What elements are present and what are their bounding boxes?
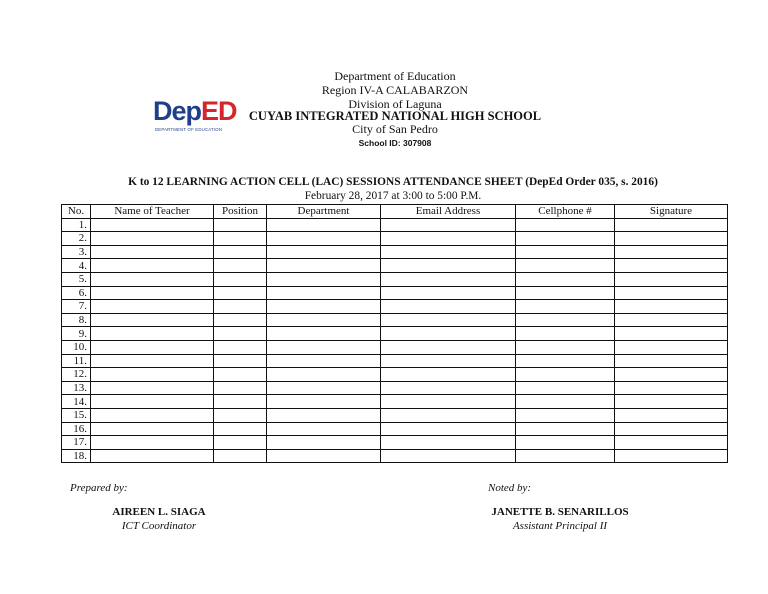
header-region: Region IV-A CALABARZON [321, 83, 469, 97]
cell-position[interactable] [214, 300, 267, 314]
cell-cellphone[interactable] [516, 245, 615, 259]
cell-cellphone[interactable] [516, 313, 615, 327]
cell-email[interactable] [381, 340, 516, 354]
cell-position[interactable] [214, 340, 267, 354]
cell-position[interactable] [214, 408, 267, 422]
cell-name[interactable] [91, 449, 214, 463]
cell-position[interactable] [214, 395, 267, 409]
table-row [62, 272, 728, 286]
col-header-position: Position [214, 205, 267, 219]
table-row [62, 340, 728, 354]
cell-department[interactable] [267, 313, 381, 327]
cell-position[interactable] [214, 327, 267, 341]
cell-department[interactable] [267, 286, 381, 300]
cell-email[interactable] [381, 449, 516, 463]
cell-email[interactable] [381, 245, 516, 259]
cell-signature[interactable] [615, 313, 728, 327]
table-row [62, 218, 728, 232]
cell-position[interactable] [214, 218, 267, 232]
cell-name[interactable] [91, 327, 214, 341]
row-number: 3. [62, 245, 91, 259]
cell-cellphone[interactable] [516, 354, 615, 368]
cell-name[interactable] [91, 408, 214, 422]
table-row [62, 300, 728, 314]
row-number: 13. [62, 381, 91, 395]
cell-cellphone[interactable] [516, 408, 615, 422]
cell-signature[interactable] [615, 300, 728, 314]
col-header-no: No. [62, 205, 91, 219]
cell-signature[interactable] [615, 245, 728, 259]
table-row [62, 313, 728, 327]
logo-ed-text: ED [201, 96, 237, 126]
cell-department[interactable] [267, 408, 381, 422]
cell-cellphone[interactable] [516, 449, 615, 463]
row-number: 5. [62, 272, 91, 286]
cell-email[interactable] [381, 327, 516, 341]
cell-signature[interactable] [615, 340, 728, 354]
row-number: 18. [62, 449, 91, 463]
header-school-name: CUYAB INTEGRATED NATIONAL HIGH SCHOOL [248, 109, 542, 123]
cell-name[interactable] [91, 395, 214, 409]
row-number: 2. [62, 232, 91, 246]
cell-name[interactable] [91, 232, 214, 246]
col-header-cellphone: Cellphone # [516, 205, 615, 219]
cell-cellphone[interactable] [516, 218, 615, 232]
cell-cellphone[interactable] [516, 340, 615, 354]
cell-cellphone[interactable] [516, 327, 615, 341]
table-row [62, 422, 728, 436]
cell-name[interactable] [91, 313, 214, 327]
cell-position[interactable] [214, 272, 267, 286]
cell-department[interactable] [267, 368, 381, 382]
cell-position[interactable] [214, 245, 267, 259]
table-row [62, 368, 728, 382]
cell-email[interactable] [381, 395, 516, 409]
cell-position[interactable] [214, 422, 267, 436]
cell-signature[interactable] [615, 218, 728, 232]
cell-department[interactable] [267, 218, 381, 232]
noted-by-title: Assistant Principal II [512, 520, 608, 532]
cell-cellphone[interactable] [516, 272, 615, 286]
cell-email[interactable] [381, 286, 516, 300]
attendance-table [61, 204, 728, 463]
cell-signature[interactable] [615, 327, 728, 341]
row-number: 12. [62, 368, 91, 382]
cell-department[interactable] [267, 381, 381, 395]
table-header-row [62, 205, 728, 219]
cell-signature[interactable] [615, 395, 728, 409]
sheet-title: K to 12 LEARNING ACTION CELL (LAC) SESSIONS ATTENDANCE SHEET (DepEd Order 035, s. 2016) [128, 176, 658, 188]
row-number: 8. [62, 313, 91, 327]
row-number: 14. [62, 395, 91, 409]
cell-email[interactable] [381, 300, 516, 314]
table-row [62, 232, 728, 246]
cell-position[interactable] [214, 381, 267, 395]
cell-signature[interactable] [615, 272, 728, 286]
prepared-by-title: ICT Coordinator [121, 520, 197, 532]
cell-name[interactable] [91, 259, 214, 273]
table-row [62, 381, 728, 395]
row-number: 10. [62, 340, 91, 354]
cell-name[interactable] [91, 300, 214, 314]
cell-cellphone[interactable] [516, 232, 615, 246]
col-header-name: Name of Teacher [91, 205, 214, 219]
cell-signature[interactable] [615, 232, 728, 246]
cell-department[interactable] [267, 300, 381, 314]
table-row [62, 245, 728, 259]
cell-signature[interactable] [615, 381, 728, 395]
cell-signature[interactable] [615, 368, 728, 382]
cell-department[interactable] [267, 436, 381, 450]
sheet-date: February 28, 2017 at 3:00 to 5:00 P.M. [304, 190, 482, 202]
table-row [62, 395, 728, 409]
table-row [62, 327, 728, 341]
cell-email[interactable] [381, 272, 516, 286]
cell-name[interactable] [91, 354, 214, 368]
cell-name[interactable] [91, 422, 214, 436]
cell-email[interactable] [381, 259, 516, 273]
cell-email[interactable] [381, 368, 516, 382]
cell-cellphone[interactable] [516, 436, 615, 450]
cell-position[interactable] [214, 286, 267, 300]
cell-department[interactable] [267, 340, 381, 354]
cell-name[interactable] [91, 286, 214, 300]
row-number: 1. [62, 218, 91, 232]
header-division: Division of Laguna [348, 97, 442, 111]
cell-signature[interactable] [615, 436, 728, 450]
cell-position[interactable] [214, 368, 267, 382]
table-row [62, 286, 728, 300]
prepared-by-name: AIREEN L. SIAGA [112, 506, 206, 518]
cell-cellphone[interactable] [516, 395, 615, 409]
cell-name[interactable] [91, 340, 214, 354]
cell-email[interactable] [381, 354, 516, 368]
table-row [62, 408, 728, 422]
cell-signature[interactable] [615, 422, 728, 436]
cell-signature[interactable] [615, 286, 728, 300]
row-number: 6. [62, 286, 91, 300]
header-city: City of San Pedro [352, 122, 438, 136]
row-number: 7. [62, 300, 91, 314]
cell-cellphone[interactable] [516, 300, 615, 314]
cell-signature[interactable] [615, 354, 728, 368]
header-school-id: School ID: 307908 [358, 138, 432, 148]
cell-cellphone[interactable] [516, 422, 615, 436]
col-header-department: Department [267, 205, 381, 219]
cell-name[interactable] [91, 272, 214, 286]
cell-department[interactable] [267, 354, 381, 368]
row-number: 17. [62, 436, 91, 450]
cell-email[interactable] [381, 232, 516, 246]
logo-subtitle: DEPARTMENT OF EDUCATION [155, 127, 223, 132]
row-number: 16. [62, 422, 91, 436]
row-number: 4. [62, 259, 91, 273]
cell-email[interactable] [381, 422, 516, 436]
cell-cellphone[interactable] [516, 286, 615, 300]
cell-department[interactable] [267, 395, 381, 409]
cell-department[interactable] [267, 245, 381, 259]
prepared-by-label: Prepared by: [70, 482, 128, 494]
cell-name[interactable] [91, 381, 214, 395]
deped-logo [153, 96, 237, 134]
table-row [62, 436, 728, 450]
table-row [62, 354, 728, 368]
cell-department[interactable] [267, 422, 381, 436]
cell-position[interactable] [214, 436, 267, 450]
cell-position[interactable] [214, 259, 267, 273]
cell-department[interactable] [267, 327, 381, 341]
cell-email[interactable] [381, 218, 516, 232]
row-number: 9. [62, 327, 91, 341]
noted-by-name: JANETTE B. SENARILLOS [491, 506, 629, 518]
cell-department[interactable] [267, 272, 381, 286]
cell-email[interactable] [381, 408, 516, 422]
cell-signature[interactable] [615, 449, 728, 463]
cell-cellphone[interactable] [516, 381, 615, 395]
cell-email[interactable] [381, 313, 516, 327]
cell-position[interactable] [214, 232, 267, 246]
cell-position[interactable] [214, 313, 267, 327]
col-header-email: Email Address [381, 205, 516, 219]
cell-position[interactable] [214, 354, 267, 368]
cell-name[interactable] [91, 436, 214, 450]
cell-name[interactable] [91, 218, 214, 232]
cell-email[interactable] [381, 436, 516, 450]
cell-cellphone[interactable] [516, 259, 615, 273]
row-number: 15. [62, 408, 91, 422]
cell-signature[interactable] [615, 259, 728, 273]
cell-name[interactable] [91, 245, 214, 259]
cell-cellphone[interactable] [516, 368, 615, 382]
cell-department[interactable] [267, 449, 381, 463]
logo-dep-text: Dep [153, 96, 202, 126]
noted-by-label: Noted by: [488, 482, 532, 494]
table-row [62, 259, 728, 273]
cell-email[interactable] [381, 381, 516, 395]
cell-signature[interactable] [615, 408, 728, 422]
header-department: Department of Education [334, 69, 456, 83]
cell-department[interactable] [267, 259, 381, 273]
cell-position[interactable] [214, 449, 267, 463]
row-number: 11. [62, 354, 91, 368]
table-row [62, 449, 728, 463]
col-header-signature: Signature [615, 205, 728, 219]
cell-name[interactable] [91, 368, 214, 382]
cell-department[interactable] [267, 232, 381, 246]
